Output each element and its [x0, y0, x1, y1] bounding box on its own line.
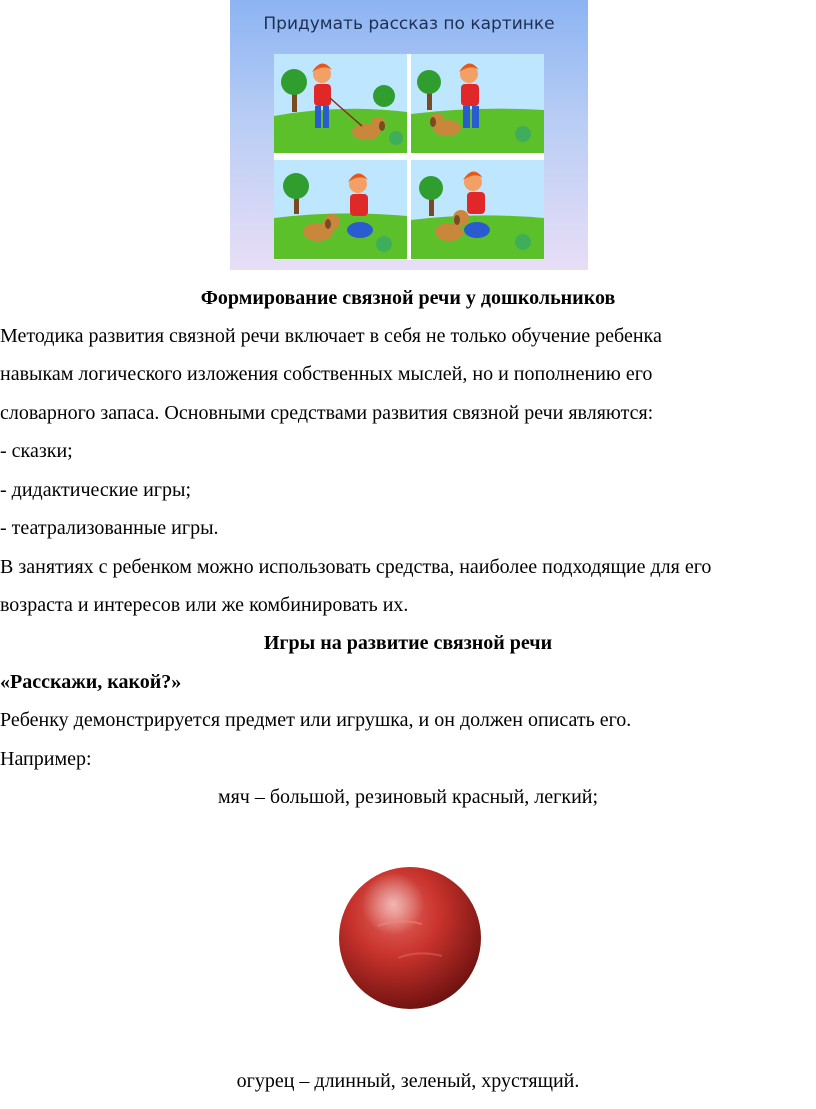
paragraph-line: возраста и интересов или же комбинировать их.	[0, 594, 409, 616]
picture-panel-1	[274, 54, 407, 153]
boy-walking-dog-illustration	[274, 54, 407, 153]
game-description: Ребенку демонстрируется предмет или игрушка, и он должен описать его.	[0, 709, 632, 731]
boy-hugs-dog-illustration	[411, 160, 544, 259]
paragraph-line: словарного запаса. Основными средствами развития связной речи являются:	[0, 402, 654, 424]
paragraph-line: навыкам логического изложения собственных мыслей, но и пополнению его	[0, 363, 653, 385]
section-heading: Формирование связной речи у дошкольников	[200, 287, 616, 309]
boy-sees-dog-illustration	[411, 54, 544, 153]
story-picture-card	[230, 0, 588, 270]
picture-panel-2	[411, 54, 544, 153]
games-heading: Игры на развитие связной речи	[263, 632, 553, 654]
boy-pets-dog-illustration	[274, 160, 407, 259]
list-item: - театрализованные игры.	[0, 517, 219, 539]
list-item: - дидактические игры;	[0, 479, 191, 501]
paragraph-line: В занятиях с ребенком можно использовать средства, наиболее подходящие для его	[0, 556, 712, 578]
paragraph-line: Методика развития связной речи включает в себя не только обучение ребенка	[0, 325, 662, 347]
list-item: - сказки;	[0, 440, 73, 462]
picture-panel-4	[411, 160, 544, 259]
example-cucumber: огурец – длинный, зеленый, хрустящий.	[236, 1070, 580, 1092]
picture-card-title: Придумать рассказ по картинке	[263, 14, 555, 34]
picture-sequence-grid	[274, 54, 544, 260]
example-ball: мяч – большой, резиновый красный, легкий;	[217, 786, 599, 808]
example-label: Например:	[0, 748, 92, 770]
picture-panel-3	[274, 160, 407, 259]
red-ball-image	[338, 866, 482, 1010]
game-title: «Расскажи, какой?»	[0, 671, 182, 693]
ball-icon	[338, 866, 482, 1010]
